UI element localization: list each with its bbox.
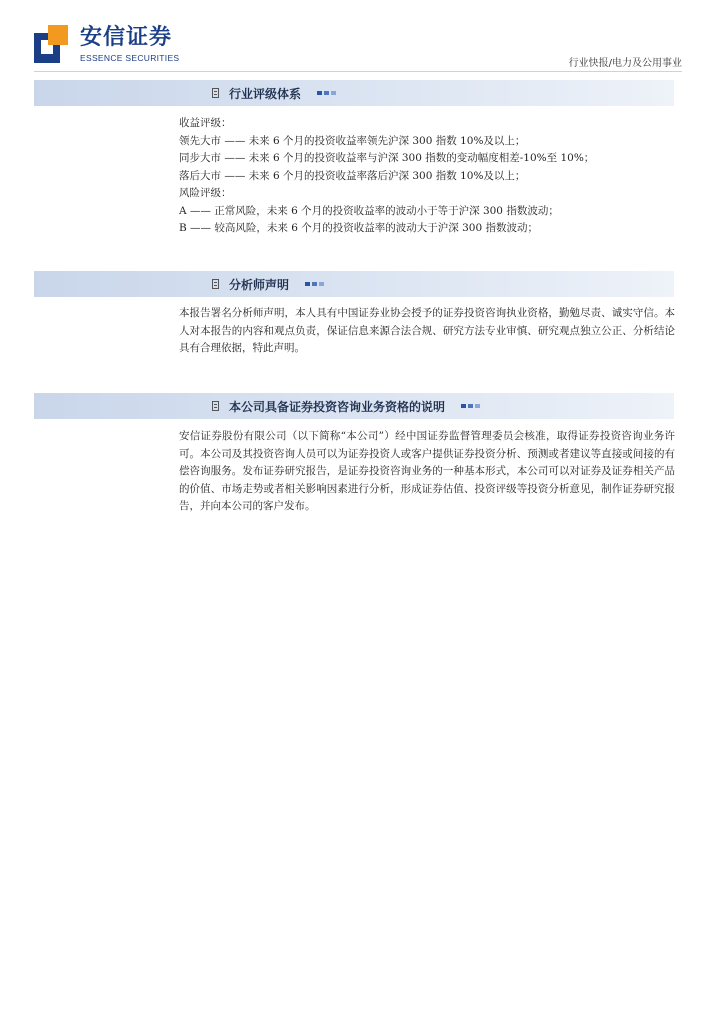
document-icon [212,279,219,289]
analyst-statement-paragraph: 本报告署名分析师声明，本人具有中国证券业协会授予的证券投资咨询执业资格，勤勉尽责、诚实守信。本人对本报告的内容和观点负责，保证信息来源合法合规、研究方法专业审慎、研究观点独立公正、分析结论具有合理依据，特此声明。 [179,307,675,354]
decorative-squares-icon [305,282,324,286]
rating-line: 领先大市 —— 未来 6 个月的投资收益率领先沪深 300 指数 10%及以上； [179,134,526,147]
rating-line: A —— 正常风险，未来 6 个月的投资收益率的波动小于等于沪深 300 指数波动； [179,204,559,217]
report-type-label: 行业快报/电力及公用事业 [568,58,682,69]
header-divider [34,71,682,72]
rating-system-text [179,115,675,238]
section-header-qualification [34,393,674,419]
section-title-text: 分析师声明 [229,277,290,292]
rating-line: 风险评级： [179,187,232,199]
section-header-analyst-statement [34,271,674,297]
section-title-text: 行业评级体系 [229,86,302,101]
logo-mark-icon [34,25,68,63]
section-title-text: 本公司具备证券投资咨询业务资格的说明 [229,399,446,414]
decorative-squares-icon [461,404,480,408]
rating-line: 收益评级： [179,117,232,129]
qualification-paragraph: 安信证券股份有限公司（以下简称“本公司”）经中国证券监督管理委员会核准，取得证券投资咨询业务许可。本公司及其投资咨询人员可以为证券投资人或客户提供证券投资分析、预测或者建议等直接或间接的有偿咨询服务。发布证券研究报告，是证券投资咨询业务的一种基本形式，本公司可以对证券及证券相关产品的价值、市场走势或者相关影响因素进行分析，形成证券估值、投资评级等投资分析意见，制作证券研究报告，并向本公司的客户发布。 [179,430,675,512]
rating-line: 落后大市 —— 未来 6 个月的投资收益率落后沪深 300 指数 10%及以上； [179,169,526,182]
logo-chinese-name: 安信证券 [80,25,173,50]
rating-line: B —— 较高风险，未来 6 个月的投资收益率的波动大于沪深 300 指数波动； [179,222,538,234]
decorative-squares-icon [317,91,336,95]
rating-line: 同步大市 —— 未来 6 个月的投资收益率与沪深 300 指数的变动幅度相差-10%至 10%； [179,152,595,164]
section-title [212,271,324,297]
document-icon [212,88,219,98]
section-title [212,80,336,106]
document-icon [212,401,219,411]
section-title [212,393,480,419]
company-logo [34,25,194,69]
logo-english-name: ESSENCE SECURITIES [80,53,180,63]
section-header-rating-system [34,80,674,106]
